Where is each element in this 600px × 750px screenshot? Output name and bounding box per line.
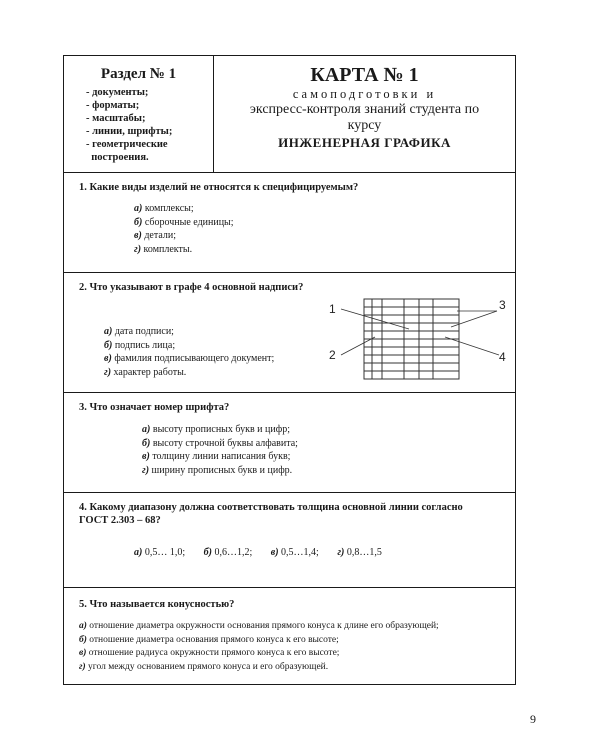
section-topic: - форматы;	[86, 100, 140, 111]
option-letter: в)	[270, 547, 279, 558]
option-text: характер работы.	[113, 366, 187, 378]
option-text: толщину линии написания букв;	[152, 451, 291, 462]
option-letter: б)	[142, 437, 151, 449]
option-text: комплекты.	[143, 243, 193, 255]
answer-option[interactable]	[134, 229, 234, 243]
answer-option[interactable]	[142, 423, 298, 437]
question-4-options	[134, 547, 398, 558]
option-letter: в)	[104, 353, 112, 364]
card-subtitle-line: курсу	[347, 118, 382, 133]
question-5-block	[64, 588, 515, 686]
answer-option[interactable]	[204, 547, 261, 558]
option-letter: г)	[79, 661, 86, 672]
option-letter: в)	[79, 648, 87, 658]
question-3-text: 3. Что означает номер шрифта?	[79, 402, 230, 413]
option-text: угол между основанием прямого конуса и его образующей.	[88, 661, 329, 672]
question-3-block	[64, 393, 515, 493]
title-block-diagram	[319, 293, 509, 393]
question-2-options	[104, 325, 274, 379]
option-text: ширину прописных букв и цифр.	[151, 464, 293, 476]
option-letter: г)	[134, 243, 142, 255]
callout-label: 4	[499, 350, 506, 364]
question-1-options	[134, 202, 234, 256]
option-letter: б)	[134, 216, 143, 228]
option-letter: г)	[104, 366, 112, 378]
section-topic: - геометрические	[86, 139, 168, 150]
answer-option[interactable]	[134, 243, 234, 257]
option-letter: а)	[134, 203, 143, 214]
answer-option[interactable]	[271, 547, 327, 558]
card-subtitle-line: экспресс-контроля знаний студента по	[249, 102, 480, 117]
answer-option[interactable]	[79, 620, 439, 634]
option-text: детали;	[144, 230, 176, 241]
option-text: 0,6…1,2;	[214, 547, 253, 558]
answer-option[interactable]	[134, 547, 193, 558]
answer-option[interactable]	[134, 216, 234, 230]
card-header	[64, 56, 515, 173]
question-5-text: 5. Что называется конусностью?	[79, 599, 235, 610]
question-5-options	[79, 620, 439, 674]
option-text: фамилия подписывающего документ;	[114, 353, 275, 364]
answer-option[interactable]	[142, 450, 298, 464]
callout-label: 2	[329, 348, 336, 362]
option-letter: а)	[134, 547, 143, 558]
answer-option[interactable]	[79, 661, 439, 675]
title-block-grid	[364, 299, 459, 379]
card-title: КАРТА № 1	[310, 64, 419, 86]
answer-option[interactable]	[142, 464, 298, 478]
option-text: комплексы;	[144, 203, 194, 214]
option-letter: в)	[142, 451, 150, 462]
question-4-line: ГОСТ 2.303 – 68?	[79, 515, 161, 526]
option-text: отношение диаметра основания прямого конуса к его высоте;	[89, 634, 339, 645]
question-1-text: 1. Какие виды изделий не относятся к специфицируемым?	[79, 182, 359, 193]
option-letter: а)	[79, 621, 87, 631]
option-letter: б)	[104, 339, 113, 351]
section-topic: - линии, шрифты;	[86, 126, 173, 137]
course-name: ИНЖЕНЕРНАЯ ГРАФИКА	[278, 135, 451, 150]
option-text: высоту прописных букв и цифр;	[152, 424, 290, 435]
callout-lines	[341, 309, 499, 355]
section-topic: - масштабы;	[86, 113, 146, 124]
question-2-block	[64, 273, 515, 393]
answer-option[interactable]	[79, 634, 439, 648]
option-letter: а)	[142, 424, 151, 435]
card-subtitle-line: самоподготовки и	[292, 87, 437, 101]
option-text: дата подписи;	[114, 326, 174, 337]
option-text: отношение диаметра окружности основания прямого конуса к длине его образующей;	[89, 621, 439, 631]
option-letter: г)	[142, 464, 150, 476]
question-4-line: 4. Какому диапазону должна соответствовать толщина основной линии согласно	[79, 502, 463, 513]
section-topic: построения.	[86, 152, 149, 163]
option-text: 0,8…1,5	[346, 547, 382, 558]
option-letter: в)	[134, 230, 142, 241]
card-title-box	[214, 56, 515, 172]
answer-option[interactable]	[104, 366, 274, 380]
callout-label: 1	[329, 302, 336, 316]
answer-option[interactable]	[134, 202, 234, 216]
callout-label: 3	[499, 298, 506, 312]
option-letter: б)	[79, 634, 87, 645]
question-3-options	[142, 423, 298, 477]
answer-option[interactable]	[104, 325, 274, 339]
question-4-text	[79, 501, 463, 527]
answer-option[interactable]	[142, 437, 298, 451]
answer-option[interactable]	[104, 352, 274, 366]
option-text: 0,5… 1,0;	[144, 547, 186, 558]
option-text: подпись лица;	[114, 339, 176, 351]
option-letter: г)	[337, 547, 345, 558]
answer-option[interactable]	[337, 547, 390, 558]
question-1-block	[64, 173, 515, 273]
section-box	[64, 56, 214, 172]
option-text: сборочные единицы;	[144, 216, 234, 228]
page-number: 9	[530, 712, 536, 726]
option-text: отношение радиуса окружности прямого конуса к его высоте;	[88, 648, 340, 658]
section-topic: - документы;	[86, 87, 149, 98]
option-text: высоту строчной буквы алфавита;	[152, 437, 298, 449]
option-text: 0,5…1,4;	[281, 547, 319, 558]
section-title: Раздел № 1	[100, 66, 177, 82]
answer-option[interactable]	[79, 647, 439, 661]
card-frame	[63, 55, 516, 685]
answer-option[interactable]	[104, 339, 274, 353]
option-letter: а)	[104, 326, 113, 337]
question-4-block	[64, 493, 515, 588]
question-2-text: 2. Что указывают в графе 4 основной надписи?	[79, 282, 304, 293]
section-topics	[86, 86, 172, 164]
option-letter: б)	[203, 547, 212, 558]
